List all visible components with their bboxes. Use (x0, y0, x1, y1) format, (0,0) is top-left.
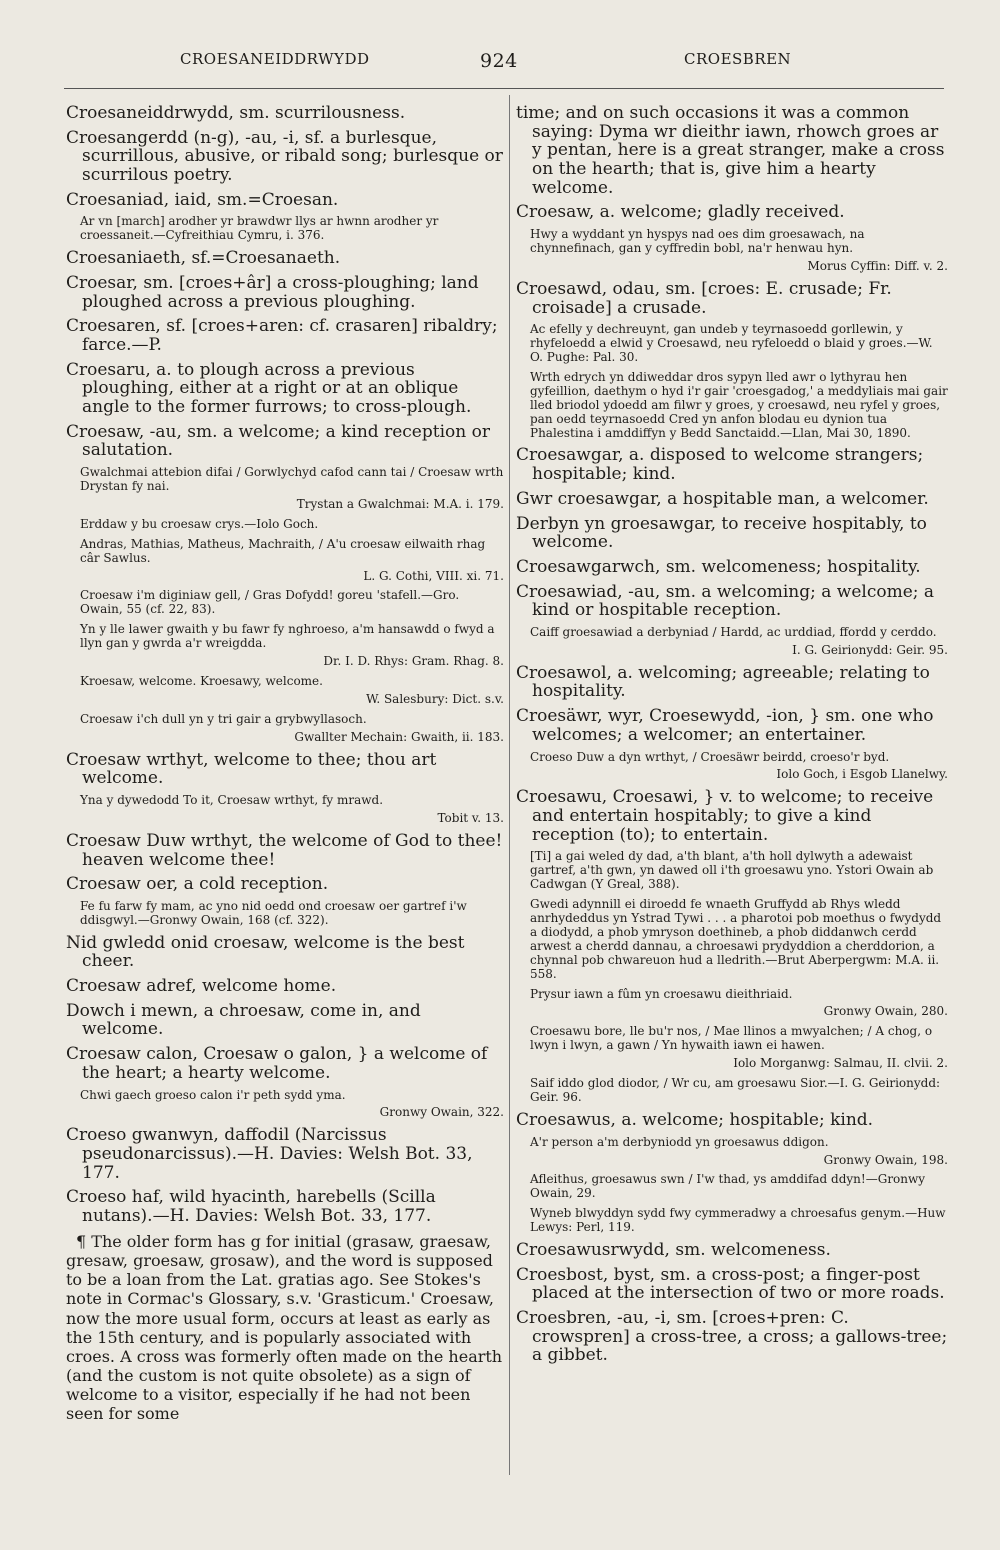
dictionary-entry: Croesaniaeth, sf.=Croesanaeth. (66, 248, 341, 269)
citation-source: Gronwy Owain, 280. (823, 1004, 948, 1019)
dictionary-entry: Gwr croesawgar, a hospitable man, a welcomer. (516, 488, 929, 509)
citation-quote: Croeso Duw a dyn wrthyt, / Croesäwr beirdd, croeso'r byd. (530, 749, 890, 764)
dictionary-entry: Croesaw, a. welcome; gladly received. (516, 202, 845, 223)
citation-quote: Yna y dywedodd To it, Croesaw wrthyt, fy mrawd. (80, 793, 384, 807)
citation-source: W. Salesbury: Dict. s.v. (366, 691, 504, 706)
column-divider (509, 95, 510, 1475)
dictionary-entry: Croesawus, a. welcome; hospitable; kind. (516, 1109, 874, 1130)
page-number: 924 (480, 50, 518, 72)
citation-quote: Chwi gaech groeso calon i'r peth sydd yma. (80, 1087, 346, 1102)
citation-quote: Ar vn [march] arodher yr brawdwr llys ar hwnn arodher yr croessaneit.—Cyfreithiau Cymru, i. 376. (80, 214, 439, 243)
right-column (516, 104, 948, 1371)
dictionary-entry: Croesaru, a. to plough across a previous ploughing, either at a right or at an oblique angle to the former furrows; to cross-plough. (66, 359, 472, 418)
dictionary-entry: Croesawu, Croesawi, } v. to welcome; to receive and entertain hospitably; to give a kind reception (to); to entertain. (516, 787, 934, 845)
etymology-note: ¶ The older form has g for initial (grasaw, graesaw, gresaw, groesaw, grosaw), and the word is supposed to be a loan from the Lat. gratias ago. See Stokes's note in Cormac's Glossary, s.v. 'Grasticum.' Croesaw, now the more usual form, occurs at least as early as the 15th century, and is popularly associated with croes. A cross was formerly often made on the hearth (and the custom is not quite obsolete) as a sign of welcome to a visitor, especially if he had not been seen for some (66, 1231, 503, 1424)
citation-quote: Yn y lle lawer gwaith y bu fawr fy nghroeso, a'm hansawdd o fwyd a llyn gan y gwrda a'r wreigdda. (80, 622, 495, 651)
citation-source: Gwallter Mechain: Gwaith, ii. 183. (294, 729, 504, 744)
left-column (66, 104, 504, 1424)
citation-source: Iolo Morganwg: Salmau, II. clvii. 2. (733, 1056, 948, 1071)
dictionary-entry: Nid gwledd onid croesaw, welcome is the best cheer. (66, 932, 465, 972)
citation-quote: Afleithus, groesawus swn / I'w thad, ys amddifad ddyn!—Gronwy Owain, 29. (530, 1172, 926, 1201)
citation-source: Morus Cyffin: Diff. v. 2. (807, 258, 948, 273)
dictionary-entry: Croesawgarwch, sm. welcomeness; hospitality. (516, 556, 921, 577)
citation-quote: Gwedi adynnill ei diroedd fe wnaeth Gruffydd ab Rhys wledd anrhydeddus yn Ystrad Tywi . . . a pharotoi pob moethus o fwydydd a diodydd, a phob ymryson doethineb, a phob diddanwch cerdd arwest a cherdd dannau, a chroesawi prydyddion a cherddorion, a chynnal pob chwareuon hud a lledrith.—Brut Aberpergwm: M.A. ii. 558. (530, 897, 942, 981)
citation-source: Gronwy Owain, 322. (379, 1105, 504, 1120)
citation-quote: Prysur iawn a fûm yn croesawu dieithriaid. (530, 986, 793, 1001)
dictionary-entry: Croesaw wrthyt, welcome to thee; thou art welcome. (66, 749, 437, 789)
dictionary-entry: Croesbost, byst, sm. a cross-post; a finger-post placed at the intersection of two or more roads. (516, 1264, 945, 1304)
citation-quote: Fe fu farw fy mam, ac yno nid oedd ond croesaw oer gartref i'w ddisgwyl.—Gronwy Owain, 168 (cf. 322). (80, 898, 467, 927)
dictionary-entry: Croesaneiddrwydd, sm. scurrilousness. (66, 103, 406, 123)
citation-source: L. G. Cothi, VIII. xi. 71. (363, 568, 504, 583)
dictionary-entry: Croeso gwanwyn, daffodil (Narcissus pseudonarcissus).—H. Davies: Welsh Bot. 33, 177. (66, 1125, 473, 1183)
citation-quote: Kroesaw, welcome. Kroesawy, welcome. (80, 674, 323, 688)
citation-quote: A'r person a'm derbyniodd yn groesawus ddigon. (530, 1134, 829, 1149)
citation-quote: Croesaw i'm diginiaw gell, / Gras Dofydd! goreu 'stafell.—Gro. Owain, 55 (cf. 22, 83). (80, 588, 460, 617)
dictionary-entry: Croesäwr, wyr, Croesewydd, -ion, } sm. one who welcomes; a welcomer; an entertainer. (516, 706, 934, 745)
citation-quote: Caiff groesawiad a derbyniad / Hardd, ac urddiad, ffordd y cerddo. (530, 624, 937, 639)
citation-source: Iolo Goch, i Esgob Llanelwy. (776, 767, 948, 782)
dictionary-entry: Croesawgar, a. disposed to welcome strangers; hospitable; kind. (516, 445, 924, 485)
dictionary-entry: Croesaw Duw wrthyt, the welcome of God to thee! heaven welcome thee! (66, 830, 503, 870)
citation-quote: Saif iddo glod diodor, / Wr cu, am groesawu Sior.—I. G. Geirionydd: Geir. 96. (530, 1076, 941, 1104)
dictionary-entry: Croesawd, odau, sm. [croes: E. crusade; Fr. croisade] a crusade. (516, 278, 892, 318)
citation-quote: Wrth edrych yn ddiweddar dros sypyn lled awr o lythyrau hen gyfeillion, daethym o hyd i'r gair 'croesgadog,' a meddyliais mai gair lled briodol ydoedd am filwr y groes, y croesawd, neu ryfel y groes, pan oedd teyrnasoedd Cred yn anfon blodau eu dynion tua Phalestina i amddiffyn y Bedd Sanctaidd.—Llan, Mai 30, 1890. (530, 369, 948, 440)
citation-source: Trystan a Gwalchmai: M.A. i. 179. (296, 496, 504, 511)
dictionary-entry: Croeso haf, wild hyacinth, harebells (Scilla nutans).—H. Davies: Welsh Bot. 33, 177. (66, 1187, 436, 1227)
dictionary-entry: Croesbren, -au, -i, sm. [croes+pren: C. crowspren] a cross-tree, a cross; a gallows-tree; a gibbet. (516, 1308, 948, 1366)
dictionary-entry: Croesawiad, -au, sm. a welcoming; a welcome; a kind or hospitable reception. (516, 581, 935, 621)
dictionary-entry: Croesaw calon, Croesaw o galon, } a welcome of the heart; a hearty welcome. (66, 1044, 488, 1083)
citation-quote: Croesawu bore, lle bu'r nos, / Mae llinos a mwyalchen; / A chog, o lwyn i lwyn, a gawn / Yn hywaith iawn ei hawen. (530, 1024, 933, 1053)
citation-quote: Gwalchmai attebion difai / Gorwlychyd cafod cann tai / Croesaw wrth Drystan fy nai. (80, 465, 504, 494)
dictionary-entry: Croesar, sm. [croes+âr] a cross-ploughing; land ploughed across a previous ploughing. (66, 272, 479, 312)
dictionary-entry: Dowch i mewn, a chroesaw, come in, and welcome. (66, 1000, 421, 1040)
running-head-right: CROESBREN (684, 50, 792, 68)
dictionary-entry: Derbyn yn groesawgar, to receive hospitably, to welcome. (516, 513, 927, 553)
dictionary-entry: Croesaw adref, welcome home. (66, 976, 337, 997)
citation-quote: Erddaw y bu croesaw crys.—Iolo Goch. (80, 516, 319, 531)
citation-source: Tobit v. 13. (437, 810, 504, 825)
citation-source: Gronwy Owain, 198. (823, 1152, 948, 1167)
dictionary-entry: Croesaw, -au, sm. a welcome; a kind reception or salutation. (66, 421, 490, 461)
citation-quote: Ac efelly y dechreuynt, gan undeb y teyrnasoedd gorllewin, y rhyfeloedd a elwid y Croesawd, neu ryfeloedd o blaid y groes.—W. O. Pughe: Pal. 30. (530, 322, 933, 365)
dictionary-entry: Croesawusrwydd, sm. welcomeness. (516, 1240, 831, 1261)
citation-quote: Hwy a wyddant yn hyspys nad oes dim groesawach, na chynnefinach, gan y cyffredin bobl, na'r henwau hyn. (530, 227, 865, 256)
citation-quote: [Ti] a gai weled dy dad, a'th blant, a'th holl dylwyth a adewaist gartref, a'th gwn, yn dawed oll i'th groesawu yno. Ystori Owain ab Cadwgan (Y Greal, 388). (530, 849, 934, 892)
running-head-left: CROESANEIDDRWYDD (180, 50, 370, 68)
dictionary-entry: Croesaren, sf. [croes+aren: cf. crasaren] ribaldry; farce.—P. (66, 316, 498, 355)
citation-quote: Croesaw i'ch dull yn y tri gair a grybwyllasoch. (80, 711, 367, 726)
dictionary-entry: Croesawol, a. welcoming; agreeable; relating to hospitality. (516, 662, 930, 702)
dictionary-entry: Croesaw oer, a cold reception. (66, 874, 329, 895)
citation-source: I. G. Geirionydd: Geir. 95. (792, 642, 948, 657)
citation-quote: Wyneb blwyddyn sydd fwy cymmeradwy a chroesafus genym.—Huw Lewys: Perl, 119. (530, 1206, 946, 1235)
citation-quote: Andras, Mathias, Matheus, Machraith, / A'u croesaw eilwaith rhag câr Sawlus. (80, 536, 486, 565)
header-rule (64, 88, 944, 89)
dictionary-entry: Croesaniad, iaid, sm.=Croesan. (66, 189, 339, 210)
dictionary-entry: Croesangerdd (n-g), -au, -i, sf. a burlesque, scurrillous, abusive, or ribald song; burlesque or scurrilous poetry. (66, 127, 503, 186)
dictionary-entry: time; and on such occasions it was a common saying: Dyma wr dieithr iawn, rhowch groes ar y pentan, here is a great stranger, make a cross on the hearth; that is, give him a hearty welcome. (516, 103, 945, 198)
citation-source: Dr. I. D. Rhys: Gram. Rhag. 8. (323, 654, 504, 669)
